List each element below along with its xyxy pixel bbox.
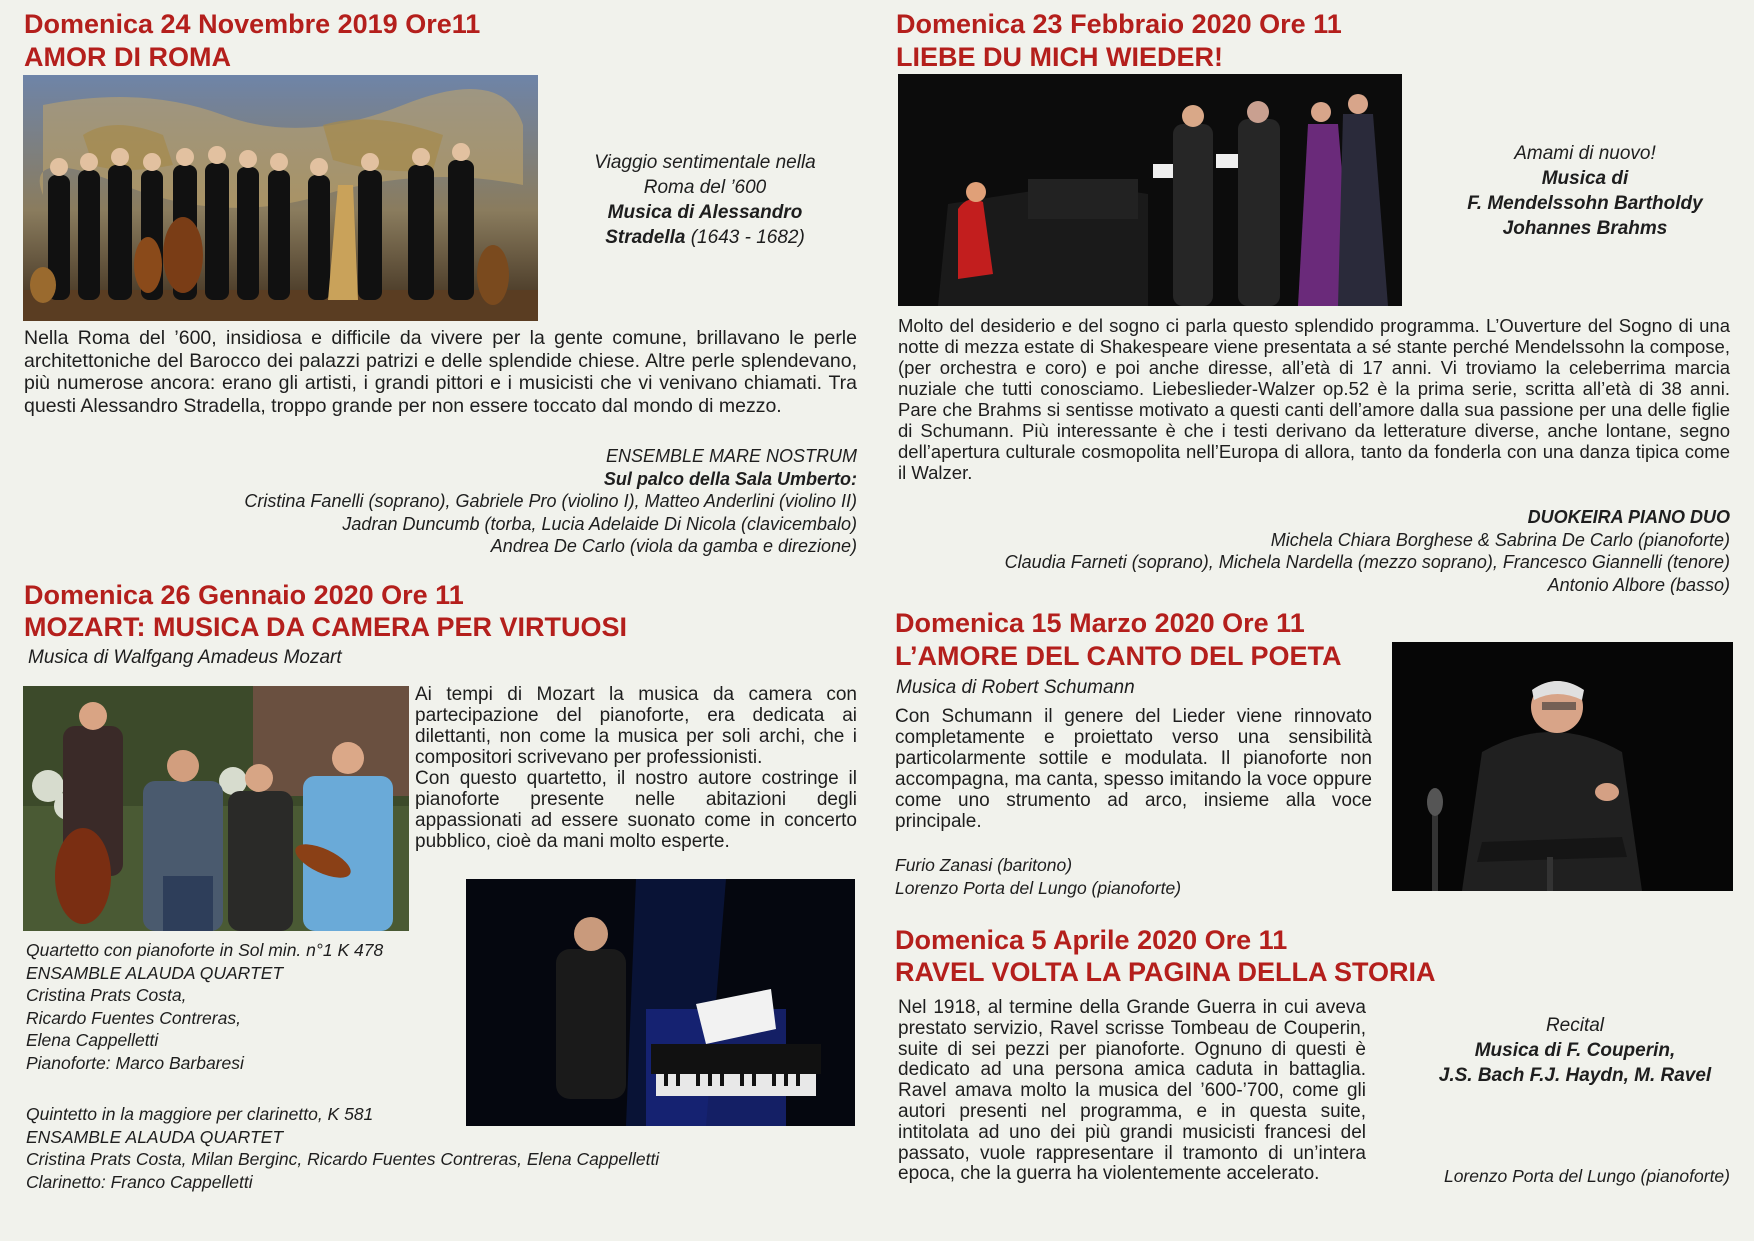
event-date: Domenica 23 Febbraio 2020 Ore 11 [896, 9, 1342, 39]
event-date: Domenica 24 Novembre 2019 Ore11 [24, 9, 481, 39]
side-composer-line: Johannes Brahms [1502, 218, 1668, 239]
performer-line: Cristina Prats Costa, [26, 985, 187, 1005]
performer-line: Elena Cappelletti [26, 1030, 159, 1050]
event-description: Molto del desiderio e del sogno ci parla questo splendido programma. L’Ouverture del Sogno di una notte di mezza estate di Shakespeare viene presentata a sé stante perché Mendelssohn la compose, (per orchestra e coro) e poi anche diresse, all’età di 17 anni. Vi troviamo la celeberrima marcia nuziale che tutti conosciamo. Liebeslieder-Walzer op.52 è la prima serie, scritta all’età di 38 anni. Pare che Brahms si sentisse motivato a questi canti dell’amore dalla sua passione per una delle figlie di Schumann. Più interessante è che i testi derivano da letterature diverse, anche lontane, segno dell’apertura culturale cosmopolita nell’Europa di allora, tanto da fonderla con una danza tipica come il Walzer. [898, 315, 1730, 483]
side-composer-line: Musica di [1541, 168, 1629, 189]
event-description: Nel 1918, al termine della Grande Guerra in cui aveva prestato servizio, Ravel scrisse Tombeau de Couperin, suite di sei pezzi per pianoforte. Ognuno di questi è dedicato ad una persona amica caduta in battaglia. Ravel amava molto la musica del ’600-’700, come gli autori presenti nel programma, e in questa suite, intitolata ad uno dei più grandi musicisti francesi del passato, vuole rappresentare il tramonto di un’intera epoca, che la guerra ha violentemente accelerato. [898, 997, 1366, 1185]
event-description [415, 684, 857, 852]
event-performers [100, 445, 857, 558]
description-paragraph: Con questo quartetto, il nostro autore costringe il pianoforte presente nelle abitazioni degli appassionati ad essere suonato come in concerto pubblico, cioè da mani molto esperte. [415, 768, 857, 852]
performer-line: Antonio Albore (basso) [1547, 574, 1730, 595]
event-subtitle: Musica di Walfgang Amadeus Mozart [28, 647, 342, 668]
performer-line: Lorenzo Porta del Lungo (pianoforte) [895, 877, 1182, 898]
performer-line: Pianoforte: Marco Barbaresi [26, 1052, 244, 1073]
venue: Sul palco della Sala Umberto: [603, 468, 857, 489]
event-performers [895, 854, 1345, 899]
event-date: Domenica 15 Marzo 2020 Ore 11 [895, 608, 1305, 638]
pianist-photo [466, 879, 855, 1126]
side-composer-line: Musica di F. Couperin, [1474, 1040, 1676, 1061]
performer-line: Furio Zanasi (baritono) [895, 855, 1073, 875]
side-line: Viaggio sentimentale nella [594, 152, 816, 173]
event-side-description [560, 150, 850, 250]
ensemble-photo [23, 75, 538, 321]
performer-line: Andrea De Carlo (viola da gamba e direzione) [490, 536, 857, 556]
event-title: AMOR DI ROMA [24, 42, 231, 72]
ensemble-name: ENSAMBLE ALAUDA QUARTET [26, 1126, 284, 1147]
side-composer-line: Musica di Alessandro [607, 202, 803, 223]
event-title: RAVEL VOLTA LA PAGINA DELLA STORIA [895, 957, 1436, 987]
side-composer-name: Stradella [605, 227, 686, 248]
event-title: L’AMORE DEL CANTO DEL POETA [895, 641, 1342, 671]
event-subtitle: Musica di Robert Schumann [896, 677, 1135, 698]
performer-line: Lorenzo Porta del Lungo (pianoforte) [1443, 1166, 1730, 1186]
event-side-description [1430, 141, 1740, 241]
event-side-description [1420, 1013, 1730, 1088]
work-title: Quartetto con pianoforte in Sol min. n°1 K 478 [26, 940, 384, 960]
performer-line: Ricardo Fuentes Contreras, [26, 1007, 241, 1028]
quartet-photo [23, 686, 409, 931]
side-line: Recital [1545, 1015, 1605, 1036]
baritone-photo [1392, 642, 1733, 891]
concert-photo [898, 74, 1402, 306]
performer-line: Cristina Fanelli (soprano), Gabriele Pro (violino I), Matteo Anderlini (violino II) [244, 491, 857, 511]
description-paragraph: Ai tempi di Mozart la musica da camera con partecipazione del pianoforte, era dedicata ai dilettanti, non come la musica per soli archi, che i compositori scrivevano per professionisti. [415, 684, 857, 768]
ensemble-name: ENSEMBLE MARE NOSTRUM [605, 446, 857, 466]
work-title: Quintetto in la maggiore per clarinetto, K 581 [26, 1104, 374, 1124]
side-composer-years: (1643 - 1682) [685, 227, 805, 248]
event-description: Nella Roma del ’600, insidiosa e difficile da vivere per la gente comune, brillavano le perle architettoniche del Barocco dei palazzi patrizi e delle splendide chiese. Altre perle splendevano, più numerose ancora: erano gli artisti, i grandi pittori e i musicisti che vi venivano chiamati. Tra questi Alessandro Stradella, troppo grande per non essere toccato dal mondo di mezzo. [24, 327, 857, 417]
event-date: Domenica 26 Gennaio 2020 Ore 11 [24, 580, 464, 610]
event-performers [940, 506, 1730, 596]
event-title: MOZART: MUSICA DA CAMERA PER VIRTUOSI [24, 612, 627, 642]
performers-block-1 [26, 939, 446, 1074]
side-composer-line: J.S. Bach F.J. Haydn, M. Ravel [1438, 1065, 1712, 1086]
performers-block-2 [26, 1103, 826, 1193]
side-line: Amami di nuovo! [1514, 143, 1656, 164]
event-title: LIEBE DU MICH WIEDER! [896, 42, 1223, 72]
performer-line: Jadran Duncumb (torba, Lucia Adelaide Di Nicola (clavicembalo) [342, 513, 857, 534]
event-description: Con Schumann il genere del Lieder viene rinnovato completamente e proiettato verso una sensibilità particolarmente sottile e modulata. Il pianoforte non accompagna, ma canta, spesso imitando la voce oppure come uno strumento ad arco, insieme alla voce principale. [895, 706, 1372, 832]
side-line: Roma del ’600 [643, 177, 767, 198]
performer-line: Michela Chiara Borghese & Sabrina De Carlo (pianoforte) [1270, 529, 1730, 550]
performer-line: Claudia Farneti (soprano), Michela Nardella (mezzo soprano), Francesco Giannelli (tenore) [1004, 552, 1730, 572]
event-date: Domenica 5 Aprile 2020 Ore 11 [895, 925, 1288, 955]
performer-line: Cristina Prats Costa, Milan Berginc, Ricardo Fuentes Contreras, Elena Cappelletti [26, 1149, 660, 1169]
performer-line: Clarinetto: Franco Cappelletti [26, 1171, 253, 1192]
ensemble-name: ENSAMBLE ALAUDA QUARTET [26, 962, 284, 983]
side-composer-line: F. Mendelssohn Bartholdy [1467, 193, 1703, 214]
ensemble-name: DUOKEIRA PIANO DUO [1527, 507, 1730, 527]
